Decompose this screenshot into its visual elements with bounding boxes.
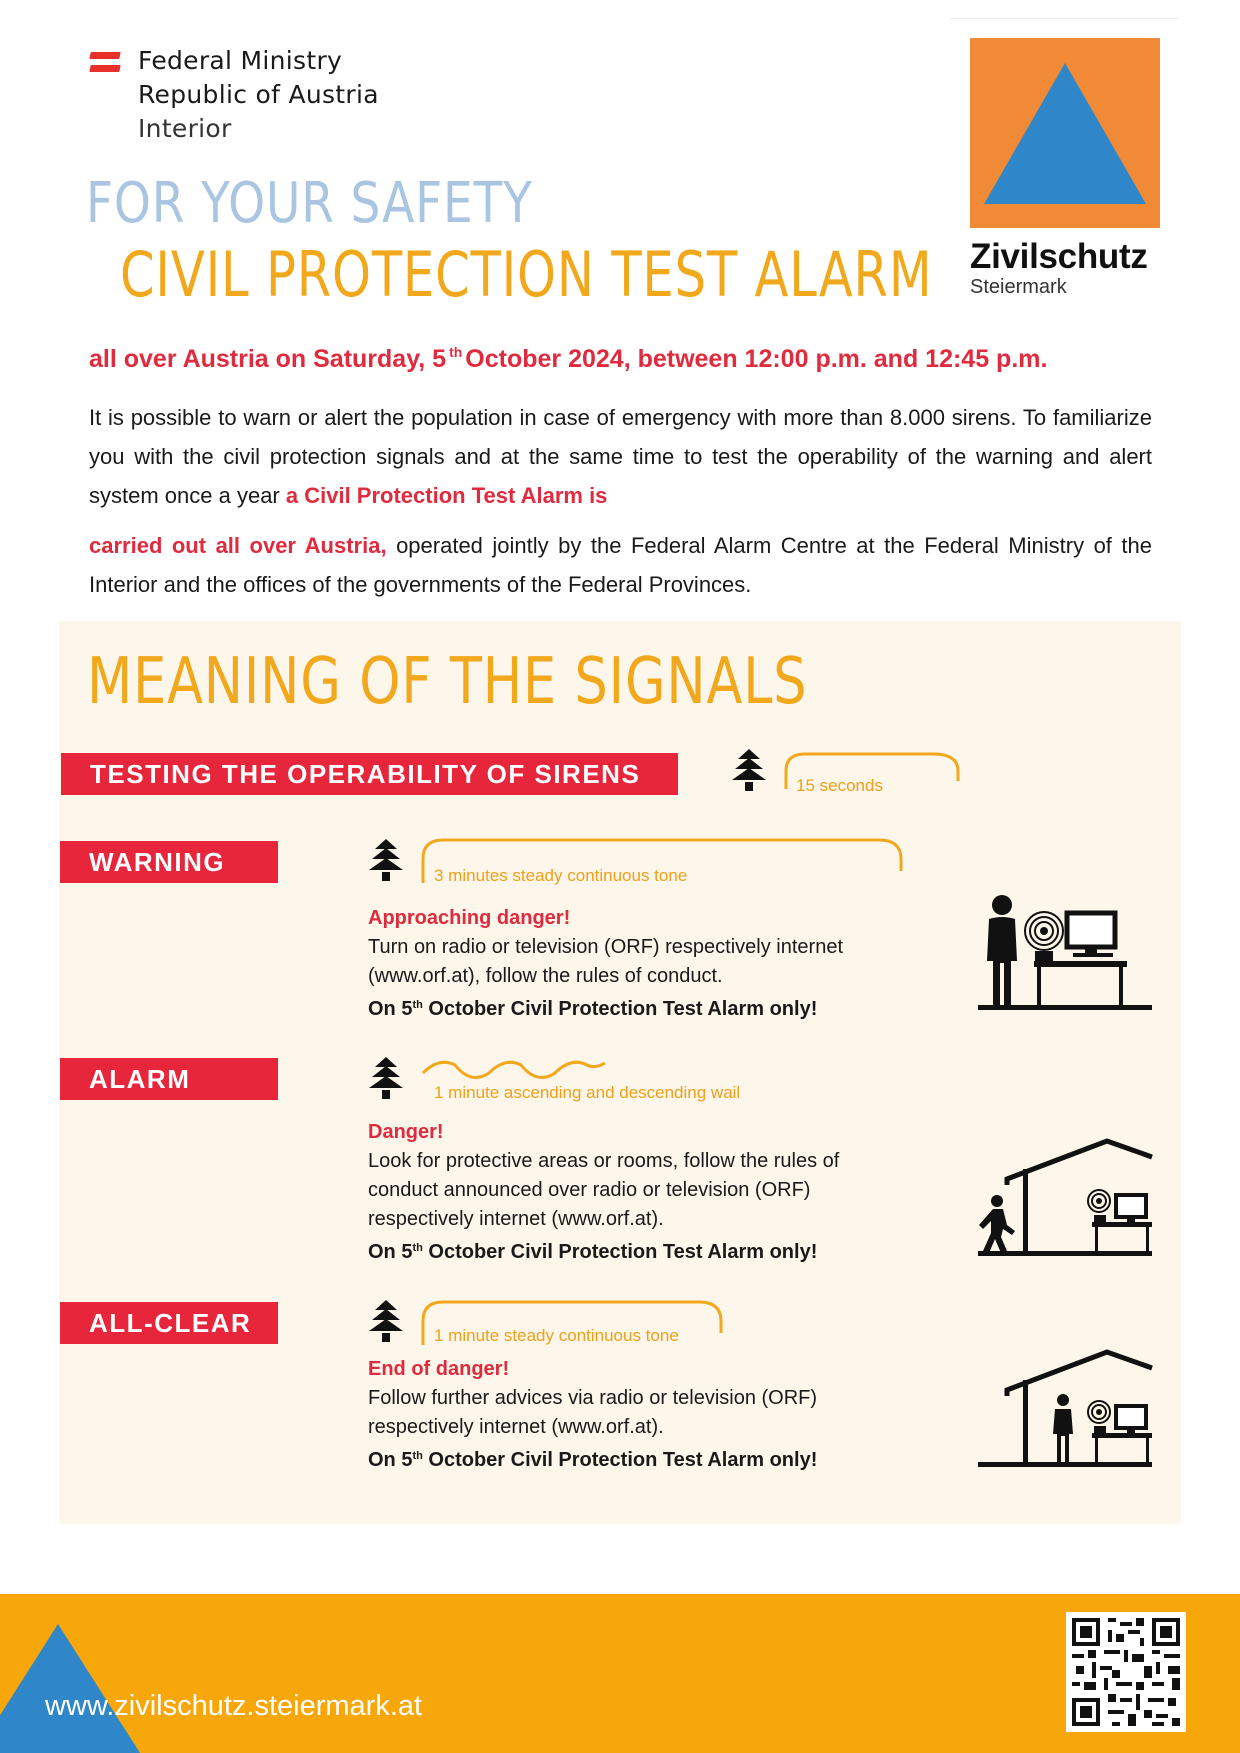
person-entering-house-icon [977, 1137, 1153, 1257]
person-with-radio-tv-icon [977, 891, 1153, 1011]
date-line-end: October 2024, between 12:00 p.m. and 12:45 p.m. [465, 345, 1048, 373]
page-title: CIVIL PROTECTION TEST ALARM [120, 238, 933, 311]
alarm-tone: 1 minute ascending and descending wail [434, 1083, 741, 1102]
note-sup: th [412, 999, 423, 1011]
intro-p2-highlight: carried out all over Austria, [89, 533, 387, 558]
note-prefix: On 5 [368, 1241, 413, 1263]
ministry-line-2: Republic of Austria [138, 80, 379, 109]
qr-code[interactable] [1066, 1612, 1186, 1732]
siren-icon [366, 1300, 406, 1346]
all-clear-tone: 1 minute steady continuous tone [434, 1326, 679, 1345]
warning-description [368, 904, 888, 1024]
civil-protection-triangle-icon [0, 1594, 160, 1753]
warning-tone: 3 minutes steady continuous tone [434, 866, 688, 885]
all-clear-note [368, 1442, 888, 1475]
note-suffix: October Civil Protection Test Alarm only! [422, 1241, 818, 1263]
intro-p2: operated jointly by the Federal Alarm Centre at the Federal Ministry of the Interior and the offices of the governments of the Federal Provinces. [89, 533, 1152, 597]
austria-flag-icon [90, 52, 120, 78]
warning-heading: Approaching danger! [368, 907, 571, 929]
note-suffix: October Civil Protection Test Alarm only! [422, 1449, 818, 1471]
note-prefix: On 5 [368, 1449, 413, 1471]
alarm-body: Look for protective areas or rooms, follow the rules of conduct announced over radio or television (ORF) respectively internet (www.orf.at). [368, 1150, 840, 1230]
note-suffix: October Civil Protection Test Alarm only! [422, 998, 818, 1020]
footer-bar [0, 1594, 1240, 1753]
warning-note [368, 991, 888, 1024]
all-clear-body: Follow further advices via radio or television (ORF) respectively internet (www.orf.at). [368, 1387, 818, 1438]
civil-protection-triangle-icon [970, 38, 1160, 228]
siren-icon [729, 749, 769, 795]
intro-text [89, 398, 1152, 604]
note-sup: th [412, 1450, 423, 1462]
ministry-line-3: Interior [138, 114, 232, 143]
siren-icon [366, 1057, 406, 1103]
qr-code-icon [1072, 1618, 1180, 1726]
signals-title: MEANING OF THE SIGNALS [87, 645, 808, 719]
date-line-start: all over Austria on Saturday, 5 [89, 345, 447, 373]
alarm-heading: Danger! [368, 1121, 444, 1143]
intro-p1: It is possible to warn or alert the population in case of emergency with more than 8.000 sirens. To familiarize you with the civil protection signals and at the same time to test the operability of the warning and alert system once a year [89, 405, 1152, 508]
label-testing: TESTING THE OPERABILITY OF SIRENS [61, 753, 678, 795]
note-sup: th [412, 1242, 423, 1254]
test-duration: 15 seconds [796, 776, 883, 795]
logo-name: Zivilschutz [970, 237, 1148, 276]
person-inside-house-icon [977, 1348, 1153, 1468]
intro-p1-highlight: a Civil Protection Test Alarm is [285, 483, 608, 508]
divider [950, 18, 1178, 19]
date-line-sup: th [449, 344, 463, 360]
date-line [89, 344, 1149, 374]
zivilschutz-logo [970, 38, 1160, 298]
warning-body: Turn on radio or television (ORF) respectively internet (www.orf.at), follow the rules of conduct. [368, 936, 843, 987]
website-link[interactable]: www.zivilschutz.steiermark.at [45, 1690, 423, 1722]
label-alarm: ALARM [60, 1058, 278, 1100]
alarm-description [368, 1118, 888, 1267]
all-clear-description [368, 1355, 888, 1475]
label-warning: WARNING [60, 841, 278, 883]
kicker-title: FOR YOUR SAFETY [86, 171, 533, 236]
all-clear-heading: End of danger! [368, 1358, 510, 1380]
signals-panel [59, 621, 1181, 1524]
alarm-note [368, 1234, 888, 1267]
note-prefix: On 5 [368, 998, 413, 1020]
label-all-clear: ALL-CLEAR [60, 1302, 278, 1344]
ministry-line-1: Federal Ministry [138, 46, 343, 75]
logo-region: Steiermark [970, 276, 1067, 298]
siren-icon [366, 839, 406, 885]
